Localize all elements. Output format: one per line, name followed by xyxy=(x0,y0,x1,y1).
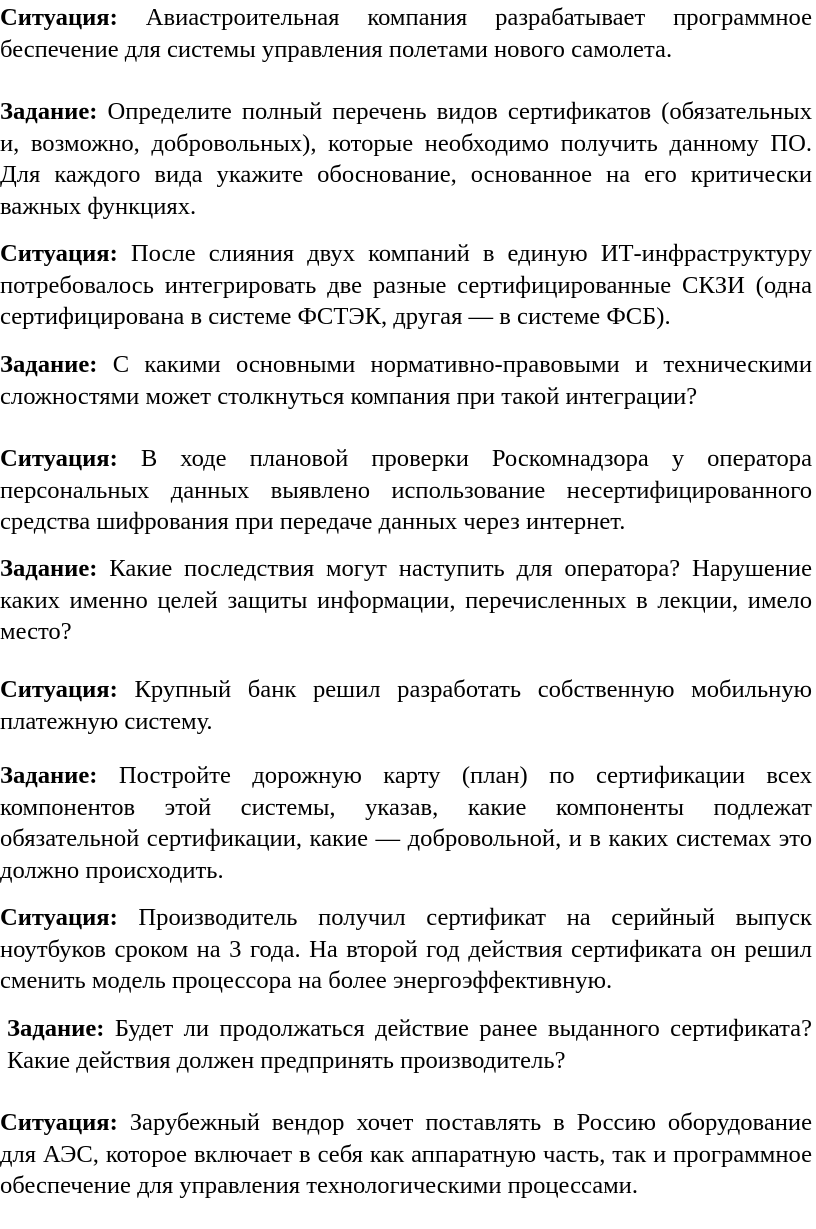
task-5 xyxy=(0,1013,812,1076)
situation-2 xyxy=(0,238,812,333)
situation-text: Авиастроительная компания разрабатывает программное беспечение для системы управления полетами нового самолета. xyxy=(0,4,812,63)
situation-text: Крупный банк решил разработать собственную мобильную платежную систему. xyxy=(0,676,812,735)
task-2 xyxy=(0,349,812,412)
task-label: Задание: xyxy=(0,98,98,125)
task-text: Будет ли продолжаться действие ранее выданного сертификата? Какие действия должен предпринять производитель? xyxy=(7,1015,812,1074)
situation-text: Зарубежный вендор хочет поставлять в Россию оборудование для АЭС, которое включает в себя как аппаратную часть, так и программное обеспечение для управления технологическими процессами. xyxy=(0,1109,812,1199)
situation-label: Ситуация: xyxy=(0,240,118,267)
situation-label: Ситуация: xyxy=(0,1109,118,1136)
situation-label: Ситуация: xyxy=(0,904,118,931)
task-label: Задание: xyxy=(0,762,98,789)
situation-6 xyxy=(0,1107,812,1202)
task-label: Задание: xyxy=(0,555,98,582)
situation-text: Производитель получил сертификат на серийный выпуск ноутбуков сроком на 3 года. На второй год действия сертификата он решил сменить модель процессора на более энергоэффективную. xyxy=(0,904,812,994)
situation-label: Ситуация: xyxy=(0,676,118,703)
task-text: Определите полный перечень видов сертификатов (обязательных и, возможно, добровольных), которые необходимо получить данному ПО. Для каждого вида укажите обоснование, основанное на его критически важных функциях. xyxy=(0,98,812,220)
situation-label: Ситуация: xyxy=(0,4,118,31)
situation-3 xyxy=(0,443,812,538)
situation-text: После слияния двух компаний в единую ИТ-инфраструктуру потребовалось интегрировать две разные сертифицированные СКЗИ (одна сертифицирована в системе ФСТЭК, другая — в системе ФСБ). xyxy=(0,240,812,330)
task-label: Задание: xyxy=(0,351,98,378)
situation-1 xyxy=(0,2,812,65)
task-text: Постройте дорожную карту (план) по сертификации всех компонентов этой системы, указав, какие компоненты подлежат обязательной сертификации, какие — добровольной, и в каких системах это должно происходить. xyxy=(0,762,812,884)
situation-text: В ходе плановой проверки Роскомнадзора у оператора персональных данных выявлено использование несертифицированного средства шифрования при передаче данных через интернет. xyxy=(0,445,813,535)
task-text: Какие последствия могут наступить для оператора? Нарушение каких именно целей защиты информации, перечисленных в лекции, имело место? xyxy=(0,555,812,645)
task-text: С какими основными нормативно-правовыми и техническими сложностями может столкнуться компания при такой интеграции? xyxy=(0,351,812,410)
task-label: Задание: xyxy=(7,1015,105,1042)
situation-label: Ситуация: xyxy=(0,445,118,472)
task-4 xyxy=(0,760,812,886)
task-3 xyxy=(0,553,812,648)
situation-5 xyxy=(0,902,812,997)
task-1 xyxy=(0,96,812,222)
situation-4 xyxy=(0,674,812,737)
